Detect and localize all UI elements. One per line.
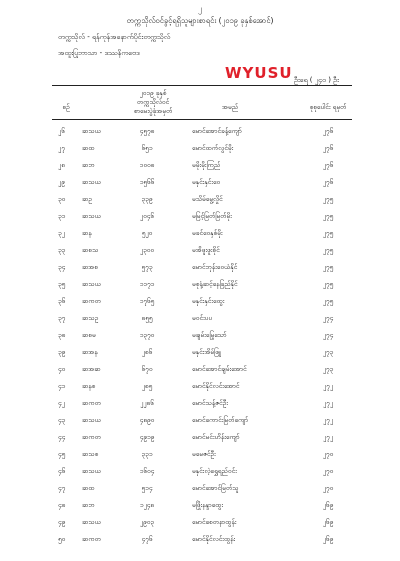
cell-name: မမေဇင်ဦး [192,450,216,458]
cell-name: မနှင်းလဲ့ရွှေရည်ဝင်း [192,467,237,475]
cell-name: မဖြိုးနန္ဒာထွေး [192,501,224,509]
cell-points: ၂၆၉ [322,535,334,543]
cell-roll: ၅၇၃ [141,263,153,271]
table-row [52,311,352,328]
cell-points: ၂၇၅ [322,195,334,203]
cell-major: ဆအဆ [82,365,101,373]
cell-points: ၂၇၅ [322,297,334,305]
table-row [52,362,352,379]
cell-points: ၂၇၃ [322,365,334,373]
cell-points: ၂၇၀ [322,450,334,458]
table-row [52,243,352,260]
cell-no: ၃၁ [58,212,66,220]
cell-points: ၂၇၅ [322,263,334,271]
cell-name: မချမ်းမြေ့သော် [192,331,227,339]
cell-major: ဆထ [82,484,95,492]
header-roll-line-3: စာမေးပွဲခုံအမှတ် [133,107,173,115]
cell-no: ၄၂ [58,399,65,407]
cell-roll: ၂၈၆ [141,348,153,356]
table-row [52,515,352,532]
table-row [52,379,352,396]
table-row [52,328,352,345]
cell-major: ဆသယ [82,212,101,220]
cell-major: ဆကတ [82,399,101,407]
cell-roll: ၁၀၀၈ [139,161,155,169]
document-title: တက္ကသိုလ်ဝင်ခွင့်ရရှိသူများစာရင်း (၂၀၁၉ ခုနှစ်အောင်) [126,16,274,25]
cell-name: မောင်မင်းဟိန်းကျော် [192,433,240,441]
cell-no: ၄၆ [58,467,66,475]
cell-major: ဆဘ [82,501,95,509]
cell-points: ၂၇၆ [322,144,334,152]
cell-roll: ၄၉၁၉ [139,433,155,441]
cell-points: ၂၇၀ [322,467,334,475]
cell-major: ဆကတ [82,433,101,441]
cell-points: ၂၇၂ [322,399,334,407]
cell-name: မမြင့်မြတ်မြတ်မိုး [192,212,232,220]
cell-roll: ၆၇၀ [141,365,153,373]
cell-points: ၂၇၂ [322,382,334,390]
cell-name: မောင်နိုင်လင်းထွန်း [192,535,236,543]
cell-no: ၄၄ [58,433,66,441]
cell-roll: ၂၀၄၆ [139,212,155,220]
university-line: တက္ကသိုလ် - ရန်ကုန်အနောက်ပိုင်းတက္ကသိုလ် [58,33,171,41]
cell-no: ၃၂ [58,229,65,237]
cell-no: ၂၇ [58,144,65,152]
cell-name: မောင်အောင်ချမ်းအောင် [192,365,247,373]
cell-no: ၄၅ [58,450,66,458]
cell-major: ဆန [82,229,92,237]
cell-name: မသိမ်မွေ့လှိုင် [192,195,223,203]
table-row [52,464,352,481]
table-row [52,158,352,175]
cell-no: ၃၉ [58,348,66,356]
cell-points: ၂၇၄ [322,314,334,322]
header-points: စုစုပေါင်း ရမှတ် [309,103,347,111]
cell-no: ၃၅ [58,280,66,288]
cell-roll: ၅၂၀ [141,229,153,237]
table-row [52,124,352,141]
cell-roll: ၁၅၆၆ [139,178,155,186]
cell-roll: ၁၃၇၀ [139,331,155,339]
cell-name: မောင်စေတနာထွန်း [192,518,237,526]
cell-major: ဆထ [82,144,95,152]
cell-roll: ၂၃၀၀ [139,246,155,254]
cell-name: မောင်ဘုန်းဝေယံနိုင် [192,263,238,271]
cell-name: မမိုးမိုးကြည် [192,161,221,169]
cell-no: ၅၀ [58,535,66,543]
cell-major: ဆသယ [82,280,101,288]
cell-roll: ၁၂၄၈ [139,501,155,509]
cell-roll: ၄၇၆ [141,535,153,543]
table-row [52,294,352,311]
cell-name: မ၀င်းပပ [192,314,213,322]
cell-major: ဆသယ [82,518,101,526]
table-row [52,447,352,464]
cell-points: ၂၇၄ [322,331,334,339]
cell-name: မနှင်းအိမ်ဖြူ [192,348,221,356]
cell-major: ဆစမ [82,331,96,339]
subject-line: အထူးပြုဘာသာ - ဒဿနိကဗေဒ [58,49,140,57]
cell-name: မနှင်းနှင်းဝေ [192,178,221,186]
table-row [52,345,352,362]
cell-points: ၂၇၂ [322,433,334,441]
cell-major: ဆနစ [82,382,96,390]
table-row [52,260,352,277]
cell-major: ဆဥ [82,195,92,203]
table-row [52,498,352,515]
cell-roll: ၄၅၇၈ [139,127,155,135]
cell-major: ဆစသ [82,246,99,254]
cell-name: မနှင်းနှင်းထွေး [192,297,225,305]
cell-no: ၃၆ [58,297,66,305]
cell-roll: ၁၆၀၄ [139,467,155,475]
cell-major: ဆသယ [82,127,101,135]
table-row [52,192,352,209]
cell-roll: ၂၂၈၆ [140,399,154,407]
cell-roll: ၁၇၆၅ [139,297,155,305]
cell-name: မစုနံ့ဆင့်နေခြည်နိုင် [192,280,238,288]
cell-roll: ၁၁၇၁ [139,280,155,288]
cell-name: မောင်ကောင်းမြတ်ကျော် [192,416,249,424]
cell-no: ၃၇ [58,314,66,322]
header-bottom-rule [52,119,352,120]
cell-name: မောင်အောင်မြတ်သူ [192,484,239,492]
cell-points: ၂၇၅ [322,280,334,288]
table-row [52,481,352,498]
cell-no: ၄၃ [58,416,66,424]
table-row [52,430,352,447]
cell-name: မောင်အောင်ခန့်ကျော် [192,127,242,135]
header-roll-line-1: ၂၀၁၉ ခုနှစ် [139,89,167,97]
cell-roll: ၅၁၄ [141,484,153,492]
cell-major: ဆဘ [82,161,95,169]
cell-points: ၂၇၀ [322,484,334,492]
cell-no: ၄၁ [58,382,66,390]
cell-no: ၄၀ [58,365,66,373]
cell-no: ၄၇ [58,484,66,492]
watermark-logo: WYUSU [225,64,293,82]
table-row [52,413,352,430]
cell-no: ၃၀ [58,195,66,203]
cell-major: ဆသယ [82,467,101,475]
cell-name: မောင်သန့်ဇင်ဦး [192,399,228,407]
cell-no: ၄၉ [58,518,66,526]
cell-major: ဆသဥ [82,314,99,322]
cell-major: ဆအစ [82,263,98,271]
header-name: အမည် [222,103,238,111]
table-row [52,175,352,192]
header-roll [118,89,188,116]
cell-points: ၂၇၅ [322,212,334,220]
table-row [52,277,352,294]
cell-no: ၂၉ [58,178,65,186]
cell-points: ၂၇၂ [322,416,334,424]
table-row [52,226,352,243]
header-roll-line-2: တက္ကသိုလ်ဝင် [136,98,170,106]
header-top-rule [52,85,352,86]
cell-points: ၂၇၅ [322,229,334,237]
cell-no: ၂၈ [58,161,65,169]
cell-major: ဆသယ [82,178,101,186]
cell-name: မခင်ဝေနှစ်မိုး [192,229,223,237]
cell-no: ၃၄ [58,263,66,271]
table-row [52,396,352,413]
cell-name: မောင်ထက်လွင်မိုး [192,144,234,152]
cell-points: ၂၇၃ [322,348,334,356]
cell-major: ဆကတ [82,535,101,543]
cell-name: မောင်နိုင်လင်းအောင် [192,382,240,390]
cell-no: ၂၆ [58,127,65,135]
cell-roll: ၃၃၁ [141,450,153,458]
cell-roll: ၄၈၉၀ [139,416,155,424]
table-row [52,209,352,226]
table-row [52,532,352,549]
cell-no: ၃၃ [58,246,66,254]
cell-points: ၂၇၆ [322,127,334,135]
cell-roll: ၃၃၉ [141,195,153,203]
cell-major: ဆကတ [82,297,101,305]
total-count: ဦးရေ ( ၂၄၀ ) ဦး [294,76,339,84]
cell-roll: ၂၉၀၃ [139,518,155,526]
cell-name: မအိဖူးဖူးစိုင် [192,246,220,254]
cell-no: ၄၈ [58,501,66,509]
cell-roll: ၈၅၅ [141,314,153,322]
cell-major: ဆသစ [82,450,99,458]
cell-no: ၃၈ [58,331,66,339]
cell-major: ဆသယ [82,416,101,424]
cell-points: ၂၇၆ [322,161,334,169]
page-number: ၂ [198,4,202,13]
cell-points: ၂၇၆ [322,178,334,186]
cell-points: ၂၇၅ [322,246,334,254]
cell-points: ၂၆၉ [322,501,334,509]
cell-major: ဆအန [82,348,98,356]
cell-roll: ၂၈၅ [141,382,153,390]
cell-roll: ၆၅၁ [141,144,153,152]
table-row [52,141,352,158]
cell-points: ၂၆၉ [322,518,334,526]
header-no: စဉ် [62,103,70,111]
